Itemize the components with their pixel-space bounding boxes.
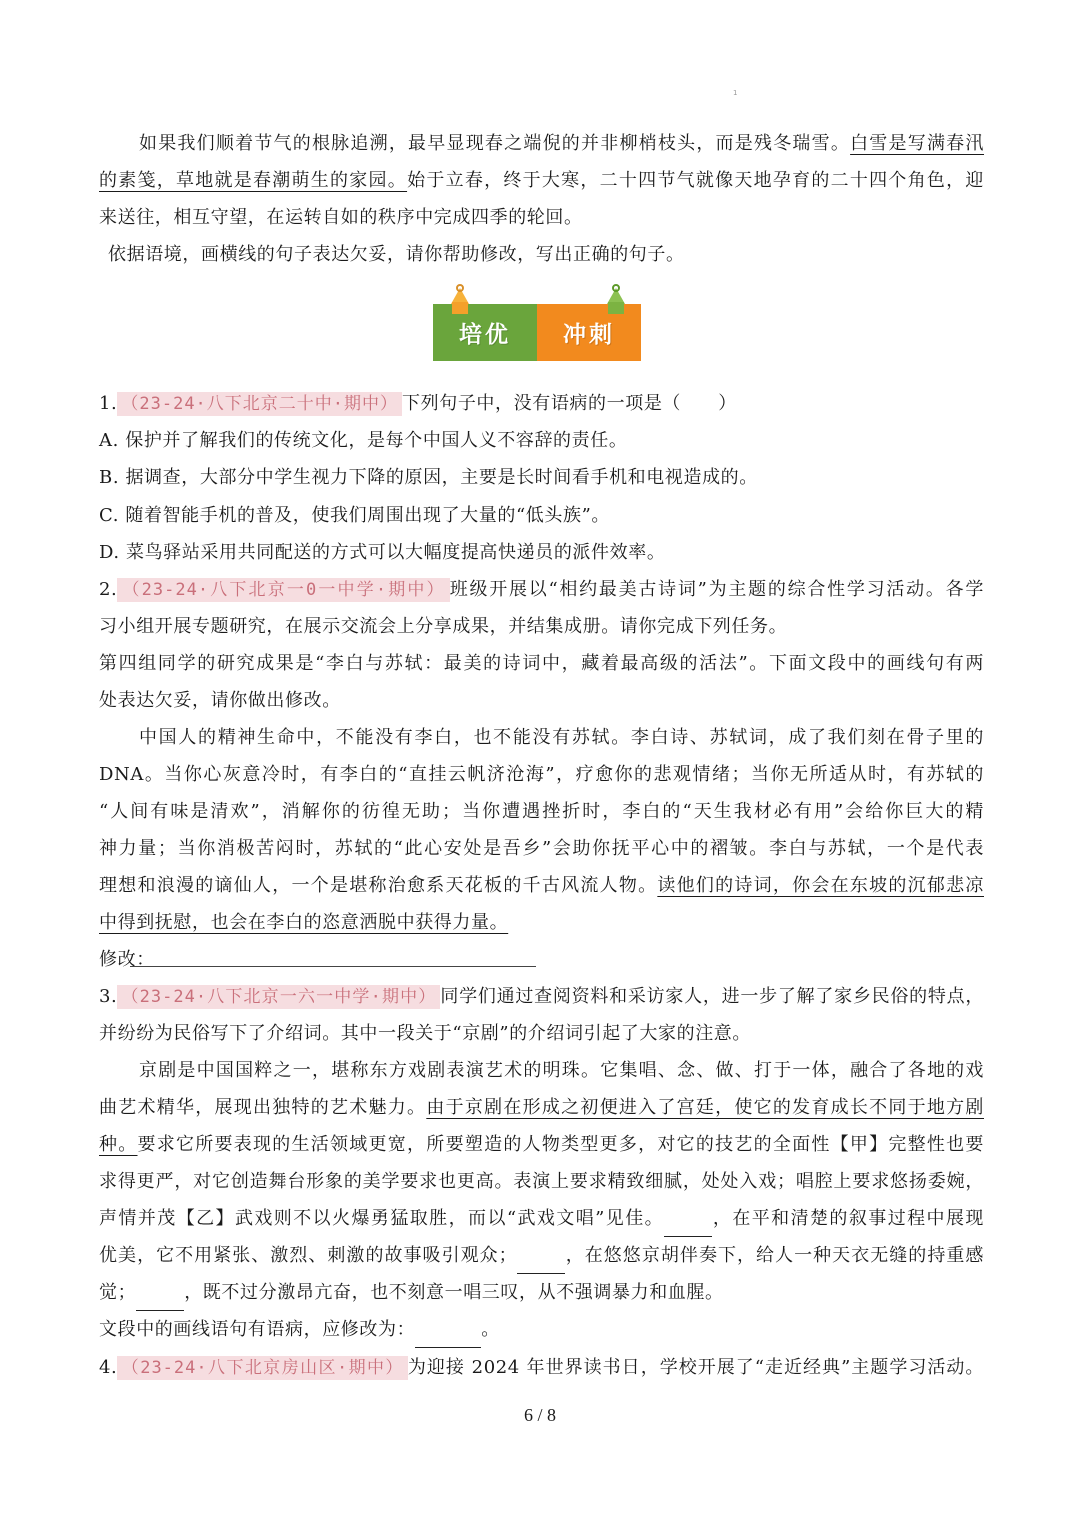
page-number: 6 / 8 bbox=[523, 1405, 556, 1425]
banner-right: 冲刺 bbox=[537, 304, 641, 361]
intro-task: 依据语境，画横线的句子表达欠妥，请你帮助修改，写出正确的句子。 bbox=[108, 244, 685, 265]
q4-source-tag: （23-24·八下北京房山区·期中） bbox=[117, 1356, 407, 1380]
q3-passage-7: 觉； ，既不过分激昂亢奋，也不刻意一唱三叹，从不强调暴力和血腥。 bbox=[99, 1274, 984, 1311]
q3-passage-5: 声情并茂【乙】武戏则不以火爆勇猛取胜，而以“武戏文唱”见佳。 ，在平和清楚的叙事过程中展现 bbox=[99, 1200, 984, 1237]
q3-stem-2: 并纷纷为民俗写下了介绍词。其中一段关于“京剧”的介绍词引起了大家的注意。 bbox=[99, 1023, 752, 1044]
q1-option-a: A. 保护并了解我们的传统文化，是每个中国人义不容辞的责任。 bbox=[99, 430, 628, 451]
q1-option-b: B. 据调查，大部分中学生视力下降的原因，主要是长时间看手机和电视造成的。 bbox=[99, 467, 758, 488]
q2-passage-5: 理想和浪漫的谪仙人，一个是堪称治愈系天花板的千古风流人物。读他们的诗词，你会在东坡的沉郁悲凉 bbox=[99, 875, 984, 896]
q3-ask: 文段中的画线语句有语病，应修改为： 。 bbox=[99, 1311, 984, 1348]
q3-passage-4: 求得更严，对它创造舞台形象的美学要求也更高。表演上要求精致细腻，处处入戏；唱腔上要求悠扬委婉， bbox=[99, 1171, 984, 1192]
intro-line-2: 的素笺，草地就是春潮萌生的家园。始于立春，终于大寒，二十四节气就像天地孕育的二十四个角色，迎 bbox=[99, 170, 984, 191]
q2-stem-2: 习小组开展专题研究，在展示交流会上分享成果，并结集成册。请你完成下列任务。 bbox=[99, 616, 788, 637]
q1-stem: 1. （23-24·八下北京二十中·期中） 下列句子中，没有语病的一项是（ ） bbox=[99, 393, 737, 414]
q2-fix-label: 修改： bbox=[99, 949, 155, 970]
q3-blank-1[interactable] bbox=[664, 1214, 712, 1237]
page-mark: 1 bbox=[733, 89, 738, 97]
section-banner bbox=[433, 284, 641, 361]
q3-passage-1: 京剧是中国国粹之一，堪称东方戏剧表演艺术的明珠。它集唱、念、做、打于一体，融合了各地的戏 bbox=[139, 1060, 984, 1081]
q1-option-c: C. 随着智能手机的普及，使我们周围出现了大量的“低头族”。 bbox=[99, 505, 610, 526]
green-clip-icon bbox=[603, 284, 629, 320]
q2-passage-3: “人间有味是清欢”，消解你的彷徨无助；当你遭遇挫折时，李白的“天生我材必有用”会给你巨大的精 bbox=[99, 801, 984, 822]
q1-source-tag: （23-24·八下北京二十中·期中） bbox=[117, 392, 402, 416]
q4-stem: 4. （23-24·八下北京房山区·期中） 为迎接 2024 年世界读书日，学校开展了“走近经典”主题学习活动。 bbox=[99, 1357, 984, 1378]
orange-clip-icon bbox=[447, 284, 473, 320]
q2-passage-4: 神力量；当你消极苦闷时，苏轼的“此心安处是吾乡”会助你抚平心中的褶皱。李白与苏轼，一个是代表 bbox=[99, 838, 984, 859]
q3-source-tag: （23-24·八下北京一六一中学·期中） bbox=[117, 985, 440, 1009]
q2-source-tag: （23-24·八下北京一0一中学·期中） bbox=[117, 578, 449, 602]
intro-line-3: 来送往，相互守望，在运转自如的秩序中完成四季的轮回。 bbox=[99, 207, 583, 228]
q2-passage-1: 中国人的精神生命中，不能没有李白，也不能没有苏轼。李白诗、苏轼词，成了我们刻在骨子里的 bbox=[139, 727, 984, 748]
q3-passage-6: 优美，它不用紧张、激烈、刺激的故事吸引观众； ，在悠悠京胡伴奏下，给人一种天衣无缝的持重感 bbox=[99, 1237, 984, 1274]
intro-line-1: 如果我们顺着节气的根脉追溯，最早显现春之端倪的并非柳梢枝头，而是残冬瑞雪。白雪是写满春汛 bbox=[139, 133, 985, 154]
q2-stem-3: 第四组同学的研究成果是“李白与苏轼：最美的诗词中，藏着最高级的活法”。下面文段中的画线句有两 bbox=[99, 653, 984, 674]
q2-passage-6: 中得到抚慰，也会在李白的恣意洒脱中获得力量。 bbox=[99, 912, 509, 933]
q1-option-d: D. 菜鸟驿站采用共同配送的方式可以大幅度提高快递员的派件效率。 bbox=[99, 542, 666, 563]
q2-passage-2: DNA。当你心灰意冷时，有李白的“直挂云帆济沧海”，疗愈你的悲观情绪；当你无所适从时，有苏轼的 bbox=[99, 764, 984, 785]
q3-answer-blank[interactable] bbox=[415, 1325, 481, 1348]
q2-stem-1: 2. （23-24·八下北京一0一中学·期中） 班级开展以“相约最美古诗词”为主题的综合性学习活动。各学 bbox=[99, 579, 984, 600]
q2-stem-4: 处表达欠妥，请你做出修改。 bbox=[99, 690, 341, 711]
q3-passage-2: 曲艺术精华，展现出独特的艺术魅力。由于京剧在形成之初便进入了宫廷，使它的发育成长不同于地方剧 bbox=[99, 1097, 984, 1118]
q2-answer-line[interactable] bbox=[130, 966, 536, 967]
q3-blank-2[interactable] bbox=[517, 1251, 565, 1274]
banner-left: 培优 bbox=[433, 304, 537, 361]
q3-passage-3: 种。要求它所要表现的生活领域更宽，所要塑造的人物类型更多，对它的技艺的全面性【甲】完整性也要 bbox=[99, 1134, 984, 1155]
q3-blank-3[interactable] bbox=[136, 1288, 184, 1311]
q3-stem-1: 3. （23-24·八下北京一六一中学·期中） 同学们通过查阅资料和采访家人，进一步了解了家乡民俗的特点， bbox=[99, 986, 984, 1007]
